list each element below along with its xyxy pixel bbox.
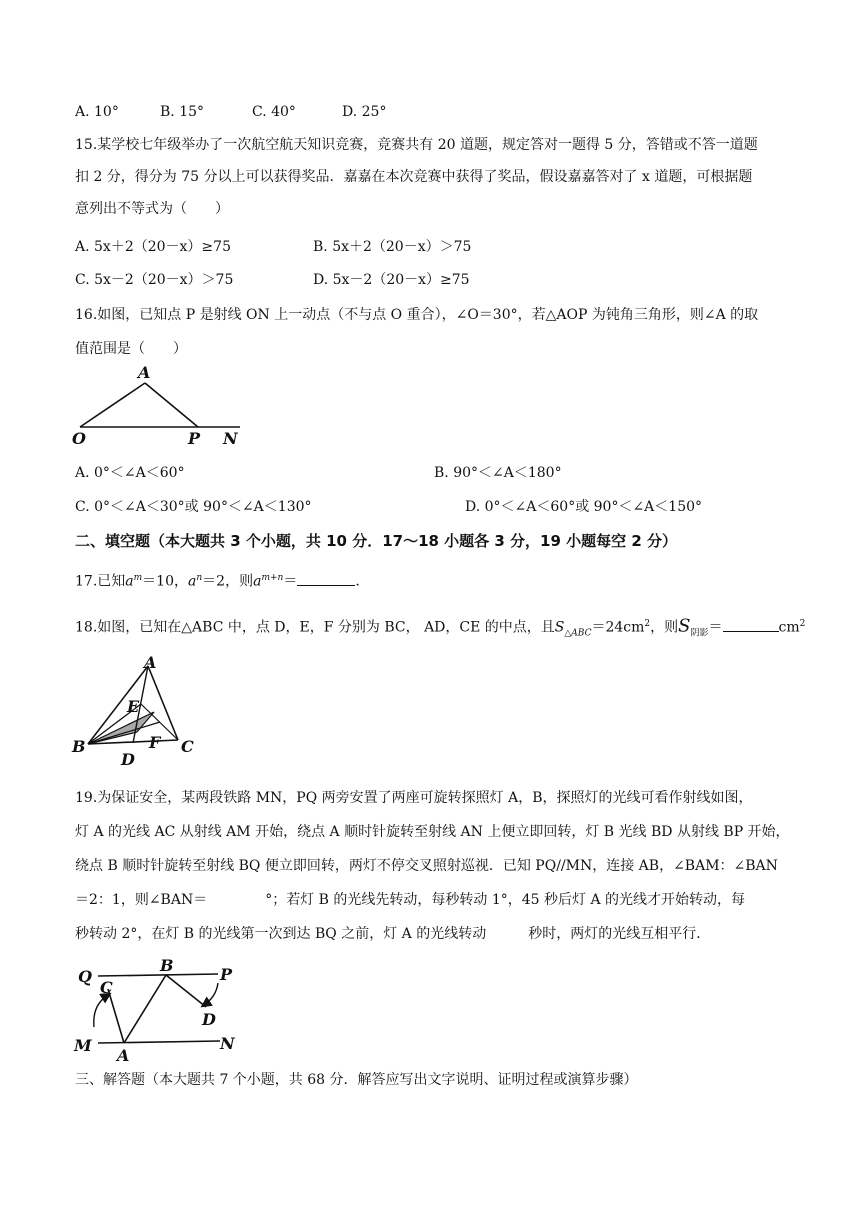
q19-line5-part1: 秒转动 2°，在灯 B 的光线第一次到达 BQ 之前，灯 A 的光线转动 xyxy=(75,926,487,942)
q18-eq-2: ＝ xyxy=(708,619,723,636)
q16-stem-line2: 值范围是（ ） xyxy=(75,341,187,357)
q16-figure xyxy=(70,365,250,450)
q16-label-o: O xyxy=(72,429,86,448)
q18-text-1: 18.如图，已知在△ABC 中，点 D，E，F 分别为 BC， AD，CE 的中点，且 xyxy=(75,619,555,636)
q19-stem-line3: 绕点 B 顺时针旋转至射线 BQ 便立即回转，两灯不停交叉照射巡视．已知 PQ//MN，连接 AB，∠BAM：∠BAN xyxy=(75,858,778,874)
q14-option-a: A. 10° xyxy=(75,104,119,120)
q19-ray-bd xyxy=(166,975,206,1007)
q17-base-3: a xyxy=(253,573,262,590)
q16-label-a: A xyxy=(138,365,151,382)
q16-option-d: D. 0°＜∠A＜60°或 90°＜∠A＜150° xyxy=(465,499,703,515)
q19-segment-ab xyxy=(124,975,166,1043)
q18-label-b: B xyxy=(72,737,86,756)
q18-label-e: E xyxy=(127,697,140,716)
q19-stem-line1: 19.为保证安全，某两段铁路 MN，PQ 两旁安置了两座可旋转探照灯 A，B，探照灯的光线可看作射线如图， xyxy=(75,790,753,806)
q16-label-n: N xyxy=(223,429,238,448)
q18-stem xyxy=(75,614,805,643)
q17-eq-3: ＝ xyxy=(283,573,298,590)
q19-label-d: D xyxy=(202,1010,216,1029)
q17-number: 17.已知 xyxy=(75,573,126,590)
q18-shaded-triangle xyxy=(88,712,154,744)
q19-stem-line4 xyxy=(75,890,745,910)
q19-label-p: P xyxy=(220,965,233,984)
q14-option-d: D. 25° xyxy=(342,104,387,120)
q17-stem xyxy=(75,568,360,592)
q18-sq: 2 xyxy=(644,619,651,629)
q19-stem-line2: 灯 A 的光线 AC 从射线 AM 开始，绕点 A 顺时针旋转至射线 AN 上便立即回转，灯 B 光线 BD 从射线 BP 开始， xyxy=(75,824,790,840)
q15-option-c: C. 5x－2（20－x）＞75 xyxy=(75,272,234,288)
q15-option-d: D. 5x－2（20－x）≥75 xyxy=(313,272,470,288)
q19-label-c: C xyxy=(100,978,113,997)
q17-eq-2: ＝2，则 xyxy=(202,573,254,590)
q19-line-mn xyxy=(98,1041,220,1043)
q17-exp-2: n xyxy=(196,573,203,583)
q18-label-d: D xyxy=(121,750,135,769)
q15-option-b: B. 5x＋2（20－x）＞75 xyxy=(313,239,472,255)
q18-eq-1: ＝24cm xyxy=(591,619,645,636)
q17-end: . xyxy=(355,573,360,590)
q19-figure xyxy=(70,955,250,1065)
q18-s-shade-sub: 阴影 xyxy=(690,628,709,639)
q14-option-c: C. 40° xyxy=(252,104,296,120)
q19-line4-part1: ＝2：1，则∠BAN＝ xyxy=(75,892,208,908)
q19-stem-line5 xyxy=(75,924,710,944)
q19-label-b: B xyxy=(160,956,174,975)
q16-stem-line1: 16.如图，已知点 P 是射线 ON 上一动点（不与点 O 重合），∠O＝30°，若△AOP 为钝角三角形，则∠A 的取 xyxy=(75,307,759,323)
q19-line5-part2: 秒时，两灯的光线互相平行． xyxy=(528,926,711,942)
q18-label-f: F xyxy=(149,733,161,752)
q18-answer-blank[interactable] xyxy=(723,617,779,632)
q17-base-2: a xyxy=(188,573,197,590)
q17-answer-blank[interactable] xyxy=(297,571,355,586)
q18-side-ac xyxy=(148,666,178,740)
q19-label-m: M xyxy=(74,1036,92,1055)
q16-segment-oa xyxy=(80,383,145,427)
q18-s-abc: S xyxy=(554,619,565,636)
q17-exp-3: m+n xyxy=(261,573,284,583)
q18-label-c: C xyxy=(181,737,194,756)
q17-eq-1: ＝10， xyxy=(142,573,188,590)
q15-stem-line2: 扣 2 分，得分为 75 分以上可以获得奖品．嘉嘉在本次竞赛中获得了奖品，假设嘉嘉答对了 x 道题，可根据题 xyxy=(75,169,753,185)
q19-label-n: N xyxy=(220,1034,235,1053)
section-2-heading: 二、填空题（本大题共 3 个小题，共 10 分．17～18 小题各 3 分，19 小题每空 2 分） xyxy=(75,532,678,550)
q19-line-pq xyxy=(98,974,218,976)
q15-option-a: A. 5x＋2（20－x）≥75 xyxy=(75,239,231,255)
q16-option-b: B. 90°＜∠A＜180° xyxy=(434,465,562,481)
q15-stem-line1: 15.某学校七年级举办了一次航空航天知识竞赛，竞赛共有 20 道题，规定答对一题得 5 分，答错或不答一道题 xyxy=(75,137,758,153)
q16-segment-ap xyxy=(145,383,198,427)
q16-option-a: A. 0°＜∠A＜60° xyxy=(75,465,185,481)
q19-arrow-a xyxy=(94,995,108,1027)
q19-line4-part2: °；若灯 B 的光线先转动，每秒转动 1°，45 秒后灯 A 的光线才开始转动，每 xyxy=(265,892,746,908)
q18-label-a: A xyxy=(144,653,157,672)
q17-exp-1: m xyxy=(133,573,143,583)
q17-base-1: a xyxy=(125,573,134,590)
q18-s-shade: S xyxy=(678,615,691,637)
q19-arrow-b xyxy=(204,983,218,1005)
q19-label-a: A xyxy=(117,1046,130,1065)
section-3-heading: 三、解答题（本大题共 7 个小题，共 68 分．解答应写出文字说明、证明过程或演算步骤） xyxy=(75,1072,638,1088)
q18-unit-sup: 2 xyxy=(799,619,806,629)
q18-s-abc-sub: △ABC xyxy=(564,628,592,639)
q16-label-p: P xyxy=(188,429,201,448)
q19-ray-ac xyxy=(108,989,124,1043)
q14-option-b: B. 15° xyxy=(160,104,205,120)
q19-label-q: Q xyxy=(78,967,92,986)
q18-figure xyxy=(70,652,200,772)
q16-option-c: C. 0°＜∠A＜30°或 90°＜∠A＜130° xyxy=(75,499,312,515)
q15-stem-line3: 意列出不等式为（ ） xyxy=(75,201,229,217)
q18-unit: cm xyxy=(778,619,800,636)
q18-text-2: ，则 xyxy=(650,619,679,636)
